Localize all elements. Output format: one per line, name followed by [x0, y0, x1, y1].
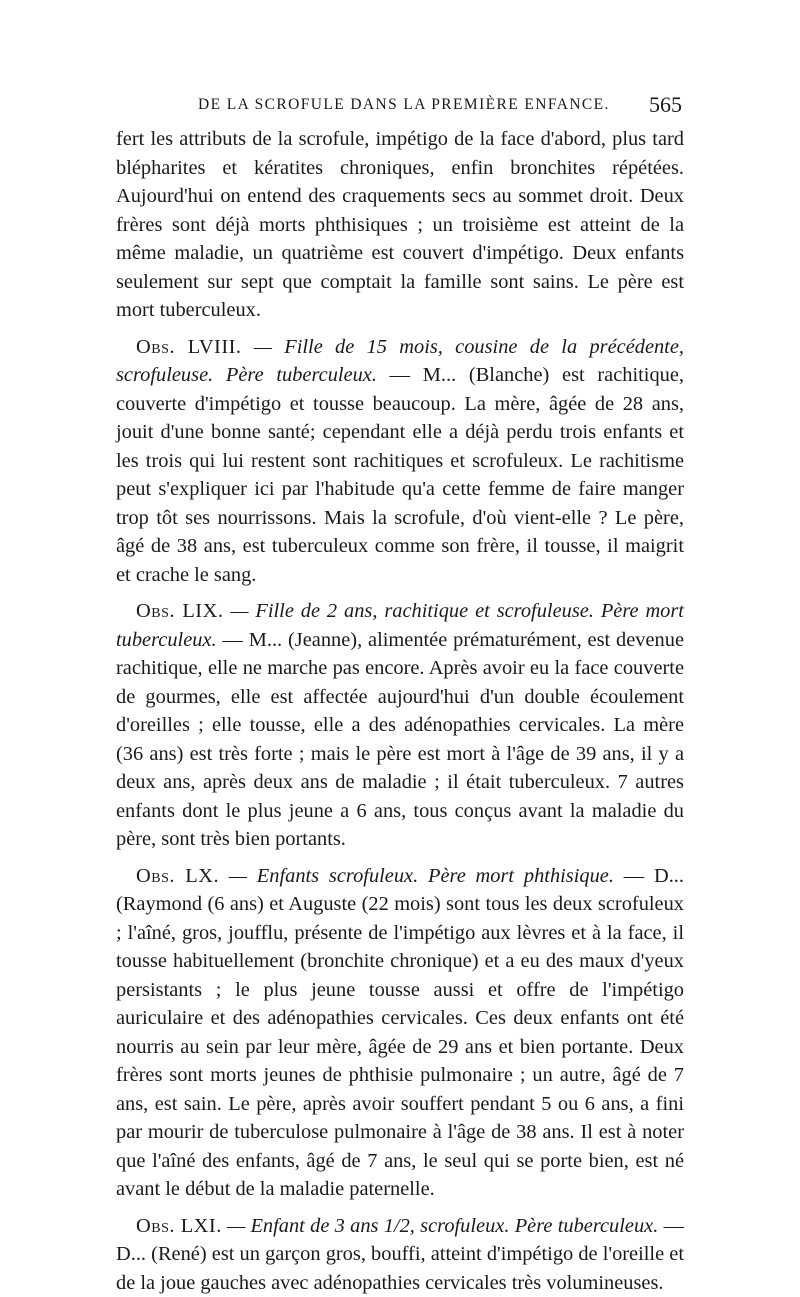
- paragraph-text: fert les attributs de la scrofule, impétigo de la face d'abord, plus tard blépharites et kératites chroniques, enfin bronchites répétées. Aujourd'hui on entend des craquements secs au sommet droit. Deux frères sont déjà morts phthisiques ; un troisième est atteint de la même maladie, un quatrième est couvert d'impétigo. Deux enfants seulement sur sept que comptait la famille sont sains. Le père est mort tuberculeux.: [116, 128, 684, 321]
- observation-lx: [116, 862, 684, 1204]
- observation-text: — D... (Raymond (6 ans) et Auguste (22 mois) sont tous les deux scrofuleux ; l'aîné, gros, joufflu, présente de l'impétigo aux lèvres et à la face, il tousse habituellement (bronchite chronique) et a eu des maux d'yeux persistants ; le plus jeune tousse aussi et offre de l'impétigo auriculaire et des adénopathies cervicales. Ces deux enfants ont été nourris au sein par leur mère, âgée de 29 ans et bien portante. Deux frères sont morts jeunes de phthisie pulmonaire ; un autre, âgé de 7 ans, est sain. Le père, après avoir souffert pendant 5 ou 6 ans, a fini par mourir de tuberculose pulmonaire à l'âge de 38 ans. Il est à noter que l'aîné des enfants, âgé de 7 ans, le seul qui se porte bien, est né avant le début de la maladie paternelle.: [116, 865, 684, 1201]
- observation-lxi: [116, 1212, 684, 1297]
- body-text: [116, 125, 684, 1297]
- paragraph-continuation: [116, 125, 684, 325]
- observation-lix: [116, 597, 684, 854]
- observation-label: Obs. LX.: [136, 865, 219, 887]
- running-title: DE LA SCROFULE DANS LA PREMIÈRE ENFANCE.: [198, 96, 610, 114]
- observation-label: Obs. LIX.: [136, 600, 223, 622]
- observation-label: Obs. LVIII.: [136, 336, 242, 358]
- observation-text: — M... (Blanche) est rachitique, couverte d'impétigo et tousse beaucoup. La mère, âgée de 28 ans, jouit d'une bonne santé; cependant elle a déjà perdu trois enfants et les trois qui lui restent sont rachitiques et scrofuleux. Le rachitisme peut s'expliquer ici par l'habitude qu'a cette femme de faire manger trop tôt ses nourrissons. Mais la scrofule, d'où vient-elle ? Le père, âgé de 38 ans, est tuberculeux comme son frère, il tousse, il maigrit et crache le sang.: [116, 364, 684, 586]
- observation-title: — Enfants scrofuleux. Père mort phthisique.: [219, 865, 614, 887]
- observation-title: — Fille de 2 ans, rachitique et scrofuleuse. Père mort tuberculeux.: [116, 600, 684, 651]
- page-number: 565: [649, 92, 682, 118]
- observation-title: — Fille de 15 mois, cousine de la précédente, scrofuleuse. Père tuberculeux.: [116, 336, 684, 387]
- observation-text: — D... (René) est un garçon gros, bouffi, atteint d'impétigo de l'oreille et de la joue gauches avec adénopathies cervicales très volumineuses.: [116, 1215, 684, 1294]
- observation-label: Obs. LXI.: [136, 1215, 222, 1237]
- observation-title: — Enfant de 3 ans 1/2, scrofuleux. Père tuberculeux.: [222, 1215, 659, 1237]
- observation-text: — M... (Jeanne), alimentée prématurément, est devenue rachitique, elle ne marche pas encore. Après avoir eu la face couverte de gourmes, elle est affectée aujourd'hui d'un double écoulement d'oreilles ; elle tousse, elle a des adénopathies cervicales. La mère (36 ans) est très forte ; mais le père est mort à l'âge de 39 ans, il y a deux ans, après deux ans de maladie ; il était tuberculeux. 7 autres enfants dont le plus jeune a 6 ans, tous conçus avant la maladie du père, sont très bien portants.: [116, 629, 684, 851]
- observation-lviii: [116, 333, 684, 590]
- page-header: [116, 92, 682, 118]
